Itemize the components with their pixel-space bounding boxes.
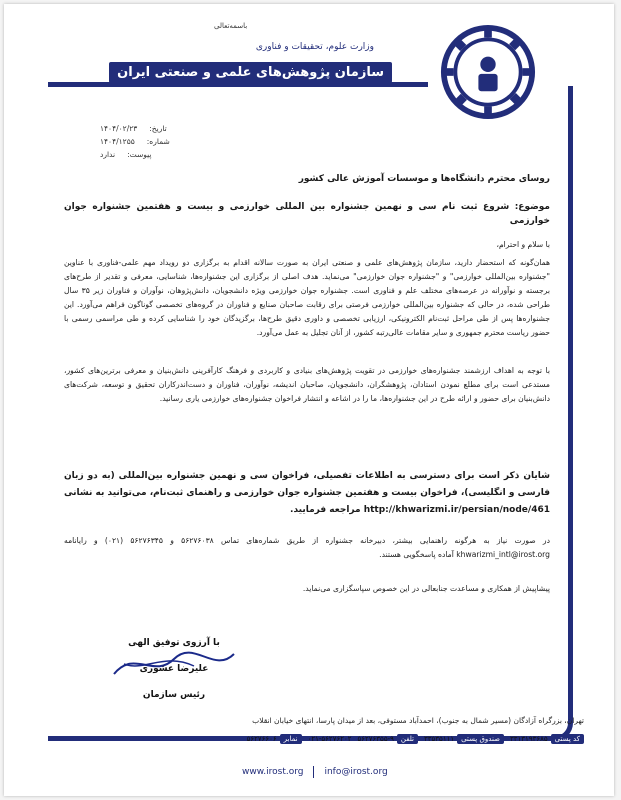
- footer-contacts: [241, 732, 584, 746]
- pobox-label: صندوق پستی: [457, 734, 504, 744]
- footer-address: تهران، بزرگراه آزادگان (مسیر شمال به جنوب)، احمدآباد مستوفی، بعد از میدان پارسا، انتهای خیابان انقلاب: [252, 716, 584, 725]
- number-label: شماره:: [146, 137, 170, 146]
- footer-web: [242, 766, 388, 778]
- phone-value: ۵۶۲۷۶۳۵۵-۹: [357, 735, 394, 743]
- fax-value: ۵۶۲۷۶۶۰۶: [246, 735, 277, 743]
- addressee: روسای محترم دانشگاه‌ها و موسسات آموزش عالی کشور: [298, 174, 550, 184]
- organization-name: سازمان پژوهش‌های علمی و صنعتی ایران: [109, 62, 392, 83]
- fax-label: نمابر: [280, 734, 302, 744]
- closing-wish: با آرزوی توفیق الهی: [128, 638, 220, 648]
- subject: موضوع: شروع ثبت نام سی و نهمین جشنواره بین المللی خوارزمی و بیست و هفتمین جشنواره جوان خوارزمی: [64, 202, 550, 226]
- date-value: ۱۴۰۴/۰۲/۲۳: [100, 124, 138, 133]
- attachment-label: پیوست:: [127, 150, 152, 159]
- extra-phone-value: ۰۲۱-۵۶۲۷۶۲۰۲: [307, 735, 352, 743]
- paragraph-1: همان‌گونه که استحضار دارید، سازمان پژوهش‌های علمی و صنعتی ایران به صورت سالانه اقدام به برگزاری دو رویداد مهم علمی-فناوری با عناوین "جشنواره بین‌المللی خوارزمی" و "جشنواره جوان خوارزمی" می‌نماید. هدف اصلی از برگزاری این جشنواره‌ها، شناسایی، معرفی و تقدیر از طرح‌های برجسته و نوآورانه در عرصه‌های مختلف علم و فناوری است. جشنواره جوان خوارزمی ویژه دانشجویان، دانش‌پژوهان، نوآوران و فناوران زیر ۳۵ سال طراحی شده، در حالی که جشنواره بین‌المللی خوارزمی فرصتی برای رقابت صاحبان صنایع و فناوران در گروه‌های تخصصی گوناگون فراهم می‌آورد. این جشنواره‌ها پس از طی مراحل ثبت‌نام الکترونیکی، ارزیابی تخصصی و داوری دقیق طرح‌ها، برگزیدگان خود را شناسایی کرده و طی مراسمی رسمی با حضور ریاست محترم جمهوری و سایر مقامات عالی‌رتبه کشور، از آنان تجلیل به عمل می‌آورد.: [64, 258, 551, 337]
- date-label: تاریخ:: [149, 124, 167, 133]
- phone-label: تلفن: [397, 734, 418, 744]
- signer-title: رئیس سازمان: [142, 690, 206, 700]
- paragraph-3: شایان ذکر است برای دسترسی به اطلاعات تفصیلی، فراخوان سی و نهمین جشنواره بین‌المللی (به دو زبان فارسی و انگلیسی)، فراخوان بیست و هفتمین جشنواره جوان خوارزمی و راهنمای ثبت‌نام، می‌توانید به نشانی http://khwarizmi.ir/persian/node/461 مراجعه فرمایید.: [64, 471, 550, 515]
- email-link[interactable]: info@irost.org: [324, 767, 388, 777]
- signer-name: علیرضا عشوری: [139, 664, 209, 674]
- number-value: ۱۴۰۴/۱۲۵۵: [100, 137, 135, 146]
- pobox-value: ۳۳۵۳۵۱۱۱: [424, 735, 455, 743]
- letter-sheet: [4, 4, 614, 796]
- letter-meta: [100, 122, 185, 161]
- website-link[interactable]: www.irost.org: [242, 767, 304, 777]
- closing-block: [114, 630, 234, 708]
- greeting: با سلام و احترام،: [496, 240, 550, 249]
- paragraph-4: در صورت نیاز به هرگونه راهنمایی بیشتر، دبیرخانه جشنواره از طریق شماره‌های تماس ۵۶۲۷۶۰۳۸ و ۵۶۲۷۶۳۴۵ (۰۲۱) و رایانامه khwarizmi_intl@irost.org آماده پاسخگویی هستند.: [64, 536, 550, 559]
- attachment-value: ندارد: [100, 150, 116, 159]
- paragraph-2: با توجه به اهداف ارزشمند جشنواره‌های خوارزمی در تقویت پژوهش‌های بنیادی و کاربردی و فرهنگ کارآفرینی دانش‌بنیان و معرفی برترین‌های کشور، مستدعی است برای مطلع نمودن استادان، پژوهشگران، دانشجویان، صاحبان اندیشه، نوآوران، فناوران و دست‌اندرکاران تحقیق و توسعه، شرکت‌های دانش‌بنیان برای حضور و ارائه طرح در این جشنواره‌ها، ما را در اشاعه و انتشار فراخوان جشنواره‌های خوارزمی یاری رسانید.: [64, 366, 550, 403]
- postal-value: ۳۳۱۳۱۹۳۶۸۵: [510, 735, 548, 743]
- ministry-name: وزارت علوم، تحقیقات و فناوری: [255, 42, 374, 52]
- bismillah: باسمه‌تعالی: [214, 22, 248, 30]
- paragraph-5: پیشاپیش از همکاری و مساعدت جنابعالی در این خصوص سپاسگزاری می‌نماید.: [302, 584, 550, 593]
- postal-label: کد پستی: [551, 734, 584, 744]
- footer-divider: [313, 766, 314, 778]
